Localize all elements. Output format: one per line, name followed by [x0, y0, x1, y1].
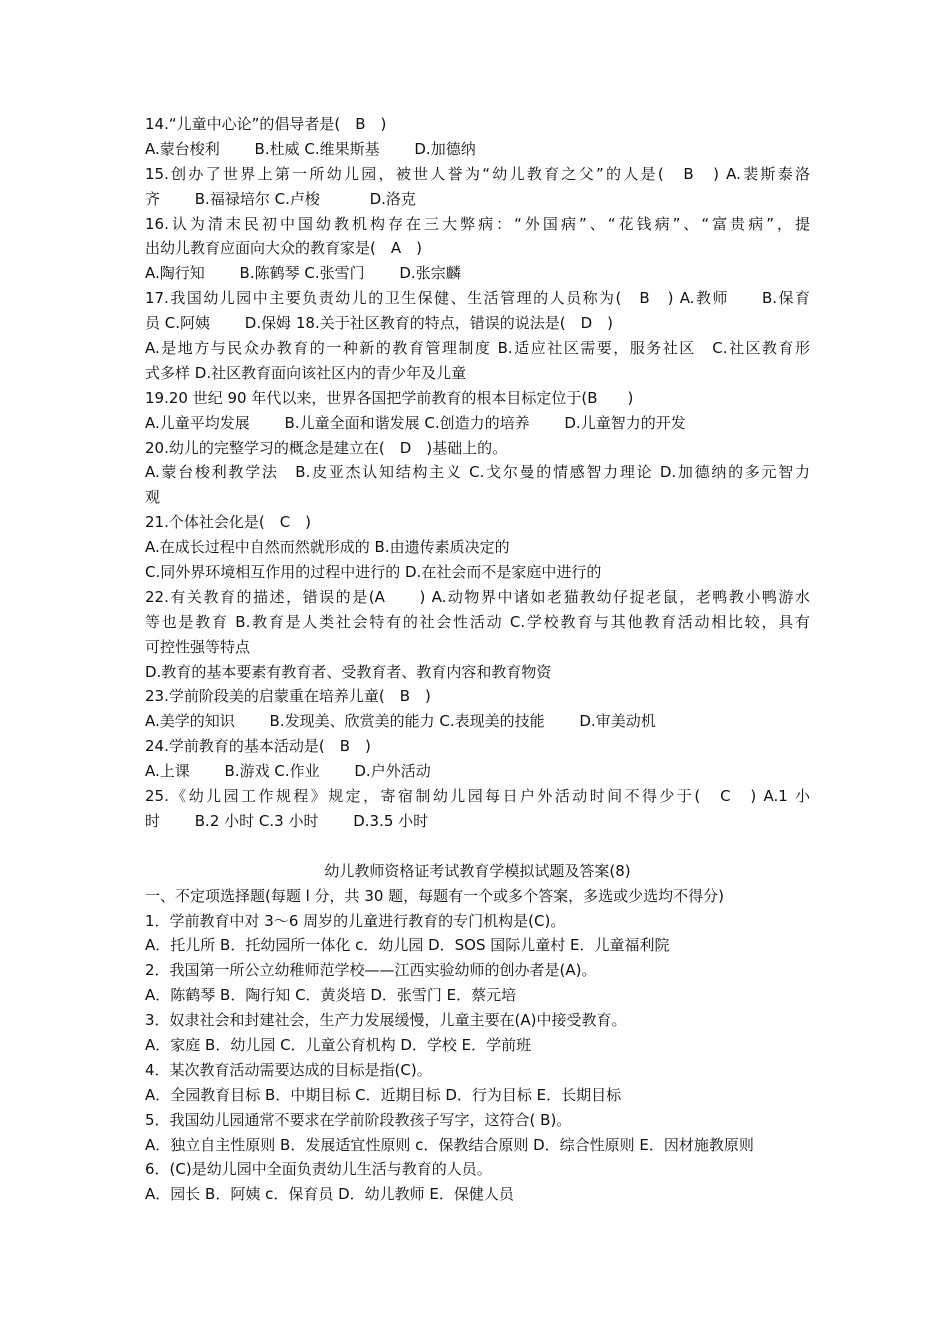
s-question-3: 3．奴隶社会和封建社会，生产力发展缓慢，儿童主要在(A)中接受教育。 — [145, 1011, 627, 1030]
section-gap — [145, 834, 810, 859]
document-page — [145, 112, 810, 1207]
question-22: 22.有关教育的描述，错误的是(A ) A.动物界中诸如老猫教幼仔捉老鼠，老鸭教小鸭游水 — [145, 587, 810, 606]
s-question-1: 1．学前教育中对 3～6 周岁的儿童进行教育的专门机构是(C)。 — [145, 911, 566, 930]
s-question-4: 4．某次教育活动需要达成的目标是指(C)。 — [145, 1060, 432, 1079]
question-17-18: 员 C.阿姨 D.保姆 18.关于社区教育的特点，错误的说法是( D ) — [145, 314, 613, 333]
s-question-6: 6．(C)是幼儿园中全面负责幼儿生活与教育的人员。 — [145, 1160, 492, 1179]
s-question-4-options: A．全园教育目标 B．中期目标 C．近期目标 D．行为目标 E．长期目标 — [145, 1085, 622, 1104]
s-question-2: 2．我国第一所公立幼稚师范学校——江西实验幼师的创办者是(A)。 — [145, 961, 597, 980]
question-17: 17.我国幼儿园中主要负责幼儿的卫生保健、生活管理的人员称为( B ) A.教师 B.保育 — [145, 289, 810, 308]
s-question-5: 5．我国幼儿园通常不要求在学前阶段教孩子写字，这符合( B)。 — [145, 1110, 572, 1129]
question-23: 23.学前阶段美的启蒙重在培养儿童( B ) — [145, 687, 431, 706]
question-16-options: A.陶行知 B.陈鹤琴 C.张雪门 D.张宗麟 — [145, 264, 461, 283]
question-22-option-d: D.教育的基本要素有教育者、受教育者、教育内容和教育物资 — [145, 662, 552, 681]
question-20: 20.幼儿的完整学习的概念是建立在( D )基础上的。 — [145, 438, 508, 457]
question-22-cont-2: 可控性强等特点 — [145, 637, 251, 656]
question-18-options: A.是地方与民众办教育的一种新的教育管理制度 B.适应社区需要，服务社区 C.社区教育形 — [145, 339, 810, 358]
question-20-options-cont: 观 — [145, 488, 161, 507]
question-25-options: 时 B.2 小时 C.3 小时 D.3.5 小时 — [145, 811, 429, 830]
section-title: 幼儿教师资格证考试教育学模拟试题及答案(8) — [324, 861, 631, 880]
question-24-options: A.上课 B.游戏 C.作业 D.户外活动 — [145, 762, 431, 781]
question-20-options: A.蒙台梭利教学法 B.皮亚杰认知结构主义 C.戈尔曼的情感智力理论 D.加德纳的多元智力 — [145, 463, 810, 482]
question-21: 21.个体社会化是( C ) — [145, 513, 312, 532]
question-22-cont: 等也是教育 B.教育是人类社会特有的社会性活动 C.学校教育与其他教育活动相比较，具有 — [145, 612, 810, 631]
question-16: 16.认为清末民初中国幼教机构存在三大弊病：“外国病”、“花钱病”、“富贵病”，提 — [145, 214, 810, 233]
s-question-6-options: A．园长 B．阿姨 c．保育员 D．幼儿教师 E．保健人员 — [145, 1185, 514, 1204]
question-15: 15.创办了世界上第一所幼儿园，被世人誉为“幼儿教育之父”的人是( B ) A.裴斯泰洛 — [145, 164, 810, 183]
question-14: 14.“儿童中心论”的倡导者是( B ) — [145, 115, 387, 133]
section-instructions: 一、不定项选择题(每题 l 分，共 30 题，每题有一个或多个答案，多选或少选均不得分) — [145, 886, 725, 905]
question-16-cont: 出幼儿教育应面向大众的教育家是( A ) — [145, 239, 422, 258]
question-14-options: A.蒙台梭利 B.杜威 C.维果斯基 D.加德纳 — [145, 139, 476, 158]
question-15-options: 齐 B.福禄培尔 C.卢梭 D.洛克 — [145, 189, 416, 208]
question-21-options-ab: A.在成长过程中自然而然就形成的 B.由遗传素质决定的 — [145, 538, 510, 557]
question-21-options-cd: C.同外界环境相互作用的过程中进行的 D.在社会而不是家庭中进行的 — [145, 563, 602, 582]
question-24: 24.学前教育的基本活动是( B ) — [145, 737, 371, 756]
s-question-3-options: A．家庭 B．幼儿园 C．儿童公育机构 D．学校 E．学前班 — [145, 1035, 532, 1054]
question-23-options: A.美学的知识 B.发现美、欣赏美的能力 C.表现美的技能 D.审美动机 — [145, 712, 656, 731]
s-question-2-options: A．陈鹤琴 B．陶行知 C．黄炎培 D．张雪门 E．蔡元培 — [145, 986, 517, 1005]
s-question-1-options: A．托儿所 B．托幼园所一体化 c．幼儿园 D．SOS 国际儿童村 E．儿童福利院 — [145, 936, 670, 955]
question-19-options: A.儿童平均发展 B.儿童全面和谐发展 C.创造力的培养 D.儿童智力的开发 — [145, 413, 686, 432]
question-18-options-cont: 式多样 D.社区教育面向该社区内的青少年及儿童 — [145, 363, 467, 382]
s-question-5-options: A．独立自主性原则 B．发展适宜性原则 c．保教结合原则 D．综合性原则 E．因材施教原则 — [145, 1135, 754, 1154]
question-19: 19.20 世纪 90 年代以来，世界各国把学前教育的根本目标定位于(B ) — [145, 388, 634, 407]
question-25: 25.《幼儿园工作规程》规定，寄宿制幼儿园每日户外活动时间不得少于( C ) A.1 小 — [145, 787, 810, 806]
